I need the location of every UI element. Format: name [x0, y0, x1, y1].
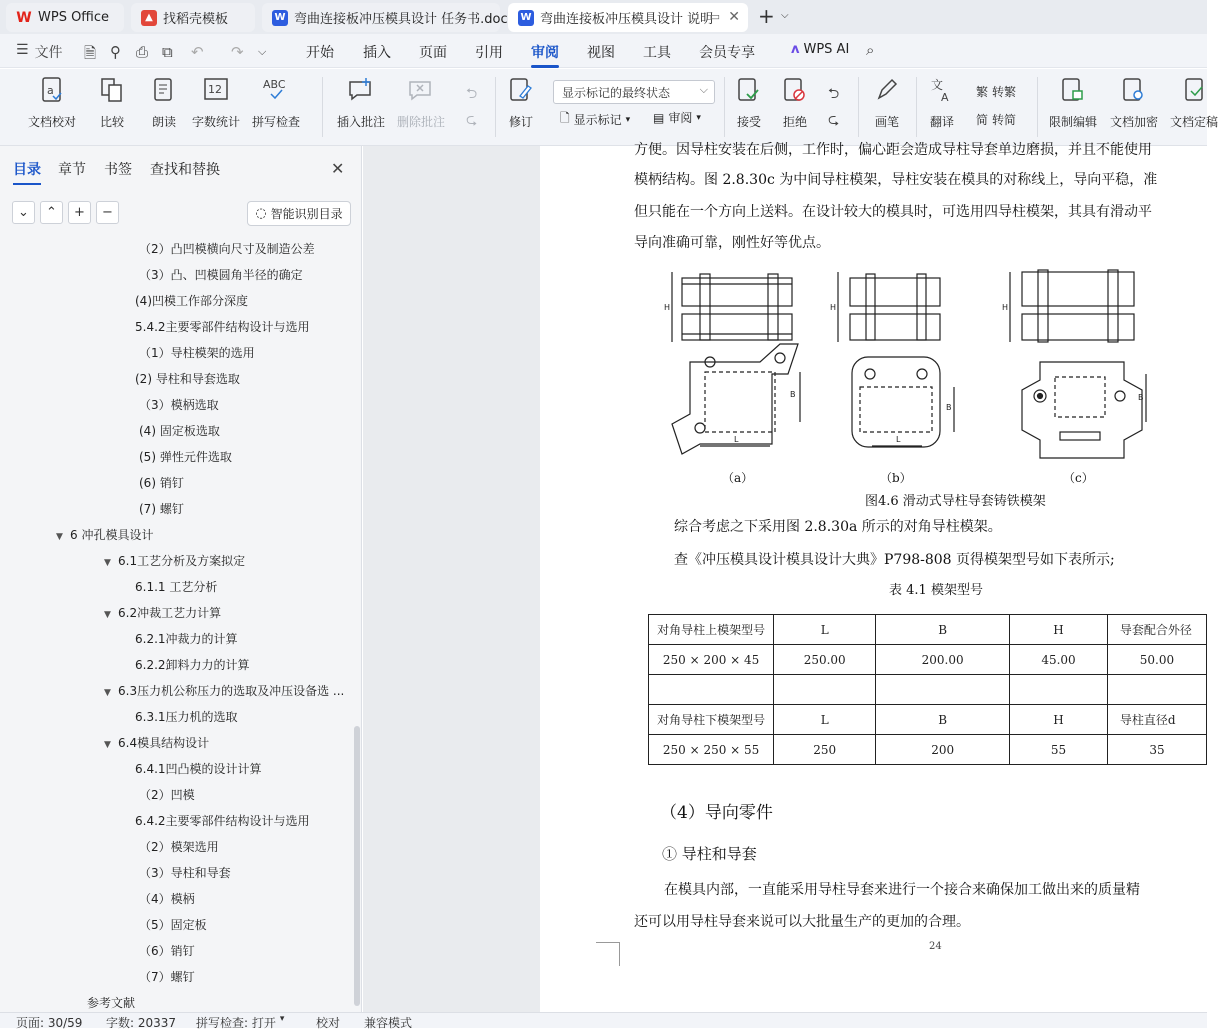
- table-cell: 55: [1010, 735, 1108, 765]
- toc-item-label: 6.2冲裁工艺力计算: [118, 606, 222, 620]
- tab-label: 弯曲连接板冲压模具设计 任务书.doc: [294, 12, 508, 27]
- label: 拒绝: [782, 115, 807, 129]
- ribbon-separator: [1037, 77, 1038, 137]
- table-cell: [1107, 675, 1206, 705]
- toc-item[interactable]: [135, 292, 248, 309]
- delete-comment-button[interactable]: [397, 75, 445, 130]
- comment-delete-icon: [407, 75, 435, 105]
- ribbon-separator: [322, 77, 323, 137]
- svg-text:B: B: [790, 390, 796, 399]
- toc-item-label: 6 冲孔模具设计: [70, 528, 154, 542]
- traditional-icon: 繁: [976, 85, 989, 99]
- body-text: 但只能在一个方向上送料。在设计较大的模具时，可选用四导柱模架，其具有滑动平: [634, 204, 1152, 220]
- label: 拼写检查: [252, 115, 301, 129]
- body-text: 方便。因导柱安装在后侧，工作时，偏心距会造成导柱导套单边磨损，并且不能使用: [634, 142, 1152, 158]
- wps-ai-button[interactable]: [791, 42, 849, 57]
- table-cell: 对角导柱上模架型号: [649, 615, 774, 645]
- tab-current-doc[interactable]: [508, 3, 748, 32]
- toc-item-label: (2) 导柱和导套选取: [135, 372, 240, 386]
- word-doc-icon: W: [272, 10, 288, 26]
- compat-mode-status: 兼容模式: [364, 1016, 413, 1030]
- restrict-editing-button[interactable]: [1049, 75, 1097, 130]
- menu-reference[interactable]: 引用: [475, 45, 503, 61]
- markup-icon: 🗋: [560, 111, 570, 125]
- toc-item[interactable]: [87, 994, 135, 1011]
- menu-member[interactable]: 会员专享: [699, 45, 755, 61]
- table-cell: 250.00: [774, 645, 876, 675]
- toc-item-label: （7）螺钉: [139, 970, 195, 984]
- table-cell: 对角导柱下模架型号: [649, 705, 774, 735]
- pen-icon: [874, 75, 900, 105]
- reject-button[interactable]: [782, 75, 808, 130]
- table-cell: L: [774, 615, 876, 645]
- spell-check-button[interactable]: [252, 75, 300, 130]
- section-heading: （4）导向零件: [660, 803, 773, 823]
- spell-check-icon: [261, 75, 291, 105]
- toc-item-label: （2）模架选用: [139, 840, 219, 854]
- tab-wps-office[interactable]: [6, 3, 124, 32]
- label: 拼写检查: 打开: [196, 1016, 276, 1030]
- table-row: [649, 615, 1207, 645]
- label: 修订: [508, 115, 533, 129]
- encrypt-icon: [1121, 75, 1147, 105]
- subsection-heading: ① 导柱和导套: [662, 845, 757, 863]
- translate-icon: [929, 75, 955, 105]
- label: 文档校对: [28, 115, 77, 129]
- page-indicator[interactable]: 页面: 30/59: [16, 1016, 83, 1030]
- chevron-down-icon[interactable]: ⌵: [781, 10, 789, 21]
- label: 文档定稿: [1170, 115, 1218, 129]
- svg-text:L: L: [896, 435, 901, 444]
- die-set-table: [648, 614, 1207, 765]
- table-cell: 35: [1107, 735, 1206, 765]
- table-cell: 50.00: [1107, 645, 1206, 675]
- page-corner-mark: [596, 942, 620, 966]
- label: 删除批注: [397, 115, 446, 129]
- toc-item-label: （2）凹模: [139, 788, 195, 802]
- chevron-down-icon[interactable]: ⌵: [258, 45, 267, 58]
- toc-item[interactable]: [135, 812, 310, 829]
- toc-item[interactable]: [139, 474, 184, 491]
- table-cell: 导柱直径d: [1107, 705, 1206, 735]
- chevron-down-icon: ⌄: [18, 205, 29, 220]
- menu-bar: [0, 34, 1207, 68]
- menu-view[interactable]: 视图: [587, 45, 615, 61]
- review-pane-button[interactable]: [653, 109, 701, 126]
- move-up-button[interactable]: [40, 201, 63, 224]
- word-doc-icon: W: [518, 10, 534, 26]
- tab-label: 弯曲连接板冲压模具设计 说明: [540, 12, 714, 27]
- proofread-button[interactable]: [28, 75, 76, 130]
- table-row: [649, 705, 1207, 735]
- show-markup-button[interactable]: [560, 109, 630, 130]
- tab-chapters[interactable]: 章节: [58, 162, 86, 178]
- menu-home[interactable]: 开始: [306, 45, 334, 61]
- translate-button[interactable]: [929, 75, 955, 130]
- read-aloud-button[interactable]: [151, 75, 177, 130]
- svg-text:H: H: [830, 303, 837, 312]
- table-cell: 200.00: [876, 645, 1010, 675]
- tab-find-replace[interactable]: 查找和替换: [150, 162, 220, 178]
- undo-icon[interactable]: ↶: [191, 43, 204, 61]
- chevron-down-icon: ▾: [696, 112, 701, 123]
- ribbon-separator: [916, 77, 917, 137]
- toc-item[interactable]: [139, 344, 255, 361]
- figure-caption: 图4.6 滑动式导柱导套铸铁模架: [865, 494, 1046, 509]
- ribbon-separator: [495, 77, 496, 137]
- body-text: 综合考虑之下采用图 2.8.30a 所示的对角导柱模架。: [674, 519, 1002, 535]
- close-icon[interactable]: ✕: [728, 9, 740, 25]
- lock-document-icon: [1060, 75, 1086, 105]
- toc-item[interactable]: [104, 682, 344, 699]
- compare-icon: [99, 75, 125, 105]
- svg-text:a: a: [47, 84, 54, 97]
- search-icon[interactable]: ⌕: [866, 41, 875, 59]
- print-icon[interactable]: ⎙: [136, 43, 149, 61]
- table-cell: 45.00: [1010, 645, 1108, 675]
- toc-item-label: （3）导柱和导套: [139, 866, 231, 880]
- body-text: 模柄结构。图 2.8.30c 为中间导柱模架，导柱安装在模具的对称线上，导向平稳，准: [634, 172, 1158, 188]
- previous-change-icon[interactable]: ⮌: [828, 86, 840, 102]
- table-row: [649, 675, 1207, 705]
- table-cell: 250: [774, 735, 876, 765]
- label: 接受: [736, 115, 761, 129]
- table-cell: [774, 675, 876, 705]
- toc-item[interactable]: [139, 916, 207, 933]
- accept-button[interactable]: [736, 75, 762, 130]
- finalize-icon: [1181, 75, 1207, 105]
- toc-item-label: （2）凸凹模横向尺寸及制造公差: [139, 242, 315, 256]
- label: 智能识别目录: [270, 207, 343, 221]
- table-cell: 导套配合外径: [1107, 615, 1206, 645]
- toc-item-label: （3）模柄选取: [139, 398, 219, 412]
- label: 转简: [992, 113, 1017, 127]
- new-tab-icon[interactable]: +: [758, 4, 775, 28]
- next-change-icon[interactable]: ⮎: [828, 112, 840, 128]
- navigation-panel: [0, 146, 362, 1012]
- body-text: 在模具内部，一直能采用导柱导套来进行一个接合来确保加工做出来的质量精: [664, 882, 1140, 898]
- figure-label-b: （b）: [880, 471, 912, 485]
- word-count-icon-text: 12: [208, 83, 222, 96]
- file-menu[interactable]: [16, 42, 63, 62]
- body-text: 查《冲压模具设计模具设计大典》P798-808 页得模架型号如下表所示;: [674, 552, 1115, 568]
- label: 显示标记: [573, 113, 622, 127]
- docer-icon: ▲: [141, 10, 157, 26]
- table-cell: B: [876, 705, 1010, 735]
- table-caption: 表 4.1 模架型号: [889, 583, 983, 598]
- table-cell: H: [1010, 615, 1108, 645]
- reject-icon: [782, 75, 808, 105]
- svg-text:A: A: [941, 91, 949, 104]
- toc-item-label: 6.2.1冲裁力的计算: [135, 632, 238, 646]
- hamburger-icon: ☰: [16, 42, 29, 58]
- proofread-status[interactable]: 校对: [316, 1016, 341, 1030]
- chevron-up-icon: ⌃: [46, 205, 57, 220]
- scrollbar[interactable]: [354, 726, 360, 1006]
- remove-heading-button[interactable]: [96, 201, 119, 224]
- svg-text:H: H: [664, 303, 671, 312]
- toc-item[interactable]: [139, 786, 195, 803]
- table-cell: 250 × 250 × 55: [649, 735, 774, 765]
- label: 文档加密: [1110, 115, 1159, 129]
- compare-button[interactable]: [99, 75, 125, 130]
- toc-item[interactable]: [139, 448, 232, 465]
- expand-arrow-icon[interactable]: ▼: [104, 558, 111, 568]
- window-icon[interactable]: ▭: [709, 10, 720, 23]
- toc-item[interactable]: [135, 708, 238, 725]
- wps-ai-label: WPS AI: [803, 42, 850, 57]
- body-text: 还可以用导柱导套来说可以大批量生产的更加的合理。: [634, 914, 970, 930]
- toc-item-label: （5）固定板: [139, 918, 207, 932]
- die-set-figure: [660, 262, 1165, 462]
- table-cell: B: [876, 615, 1010, 645]
- expand-arrow-icon[interactable]: ▼: [104, 688, 111, 698]
- ribbon-separator: [724, 77, 725, 137]
- menu-tools[interactable]: 工具: [643, 45, 671, 61]
- ai-icon: ᴧ: [791, 42, 800, 57]
- label: 插入批注: [337, 115, 386, 129]
- word-count-indicator[interactable]: 字数: 20337: [106, 1016, 177, 1030]
- toc-item[interactable]: [139, 500, 184, 517]
- menu-review[interactable]: 审阅: [531, 42, 559, 62]
- redo-icon[interactable]: ↷: [231, 43, 244, 61]
- toc-item-label: （1）导柱模架的选用: [139, 346, 255, 360]
- toc-item-label: （3）凸、凹模圆角半径的确定: [139, 268, 303, 282]
- label: 翻译: [929, 115, 954, 129]
- toc-item[interactable]: [139, 396, 219, 413]
- table-row: [649, 645, 1207, 675]
- toc-item[interactable]: [135, 578, 217, 595]
- finalize-document-button[interactable]: [1170, 75, 1218, 130]
- add-heading-button[interactable]: [68, 201, 91, 224]
- table-cell: [649, 675, 774, 705]
- ai-smart-icon: ◌: [255, 206, 267, 221]
- spell-check-status[interactable]: [196, 1014, 284, 1031]
- minus-icon: −: [102, 205, 113, 220]
- insert-comment-button[interactable]: [337, 75, 385, 130]
- label: 画笔: [874, 115, 899, 129]
- table-cell: [1010, 675, 1108, 705]
- close-icon[interactable]: ✕: [331, 159, 345, 178]
- tab-docer[interactable]: [131, 3, 255, 32]
- table-cell: H: [1010, 705, 1108, 735]
- document-check-icon: [39, 75, 65, 105]
- table-cell: L: [774, 705, 876, 735]
- label: 审阅: [668, 111, 693, 125]
- toc-item[interactable]: [135, 760, 262, 777]
- word-count-icon: [202, 75, 230, 105]
- page-number: 24: [929, 941, 942, 952]
- chevron-down-icon: ▾: [279, 1014, 285, 1024]
- toc-item[interactable]: [104, 552, 245, 569]
- previous-comment-icon[interactable]: ⮌: [466, 86, 478, 102]
- encrypt-document-button[interactable]: [1110, 75, 1158, 130]
- svg-text:文: 文: [931, 78, 944, 92]
- ribbon-separator: [858, 77, 859, 137]
- toc-item[interactable]: [139, 942, 195, 959]
- toc-item-label: (4) 固定板选取: [139, 424, 220, 438]
- toc-item-label: 6.1工艺分析及方案拟定: [118, 554, 246, 568]
- body-text: 导向准确可靠，刚性好等优点。: [634, 235, 830, 251]
- table-cell: [876, 675, 1010, 705]
- track-changes-icon: [508, 75, 534, 105]
- tab-bar: [0, 0, 1207, 34]
- svg-text:L: L: [734, 435, 739, 444]
- share-icon[interactable]: ⚲: [110, 43, 121, 61]
- print-preview-icon[interactable]: ⧉: [162, 43, 173, 61]
- toc-item[interactable]: [104, 604, 221, 621]
- toc-item-label: (7) 螺钉: [139, 502, 184, 516]
- toc-item-label: 6.1.1 工艺分析: [135, 580, 218, 594]
- review-pane-icon: ▤: [653, 110, 665, 125]
- accept-icon: [736, 75, 762, 105]
- toc-item-label: 6.4模具结构设计: [118, 736, 210, 750]
- expand-arrow-icon[interactable]: ▼: [56, 532, 63, 542]
- tab-label: 找稻壳模板: [163, 12, 229, 27]
- collapse-all-button[interactable]: [12, 201, 35, 224]
- toc-item[interactable]: [139, 838, 219, 855]
- toc-item-label: 6.3压力机公称压力的选取及冲压设备选 ...: [118, 684, 345, 698]
- toc-item-label: （4）模柄: [139, 892, 195, 906]
- to-traditional-button[interactable]: [976, 83, 1016, 100]
- pen-button[interactable]: [874, 75, 900, 130]
- chevron-down-icon: ▾: [625, 114, 631, 125]
- read-aloud-icon: [151, 75, 177, 105]
- expand-arrow-icon[interactable]: ▼: [104, 610, 111, 620]
- tab-label: WPS Office: [38, 10, 110, 25]
- markup-display-select[interactable]: 显示标记的最终状态 ⌵: [553, 80, 715, 104]
- toc-item[interactable]: [135, 318, 310, 335]
- toc-item[interactable]: [135, 656, 250, 673]
- toc-item-label: 6.4.1凹凸模的设计计算: [135, 762, 262, 776]
- tab-bookmarks[interactable]: 书签: [104, 162, 132, 178]
- file-label: 文件: [34, 45, 63, 61]
- figure-label-c: （c）: [1063, 471, 1094, 485]
- label: 限制编辑: [1049, 115, 1098, 129]
- menu-page[interactable]: 页面: [419, 45, 447, 61]
- toc-item[interactable]: [56, 526, 153, 543]
- table-row: [649, 735, 1207, 765]
- toc-item[interactable]: [139, 266, 303, 283]
- tab-task-doc[interactable]: [262, 3, 508, 32]
- track-changes-button[interactable]: [508, 75, 534, 130]
- menu-insert[interactable]: 插入: [363, 45, 391, 61]
- smart-toc-button[interactable]: [247, 201, 351, 226]
- label: 比较: [99, 115, 124, 129]
- toc-item-label: (4)凹模工作部分深度: [135, 294, 248, 308]
- svg-text:H: H: [1002, 303, 1009, 312]
- word-count-button[interactable]: [192, 75, 240, 130]
- label: 字数统计: [192, 115, 241, 129]
- figure-label-a: （a）: [722, 471, 754, 485]
- label: 朗读: [151, 115, 176, 129]
- svg-text:B: B: [1138, 393, 1144, 402]
- toc-item-label: 5.4.2主要零部件结构设计与选用: [135, 320, 310, 334]
- simplified-icon: 简: [976, 113, 989, 127]
- comment-add-icon: [347, 75, 375, 105]
- spell-check-icon-text: ABC: [263, 78, 286, 91]
- table-cell: 250 × 200 × 45: [649, 645, 774, 675]
- toc-item[interactable]: [135, 370, 240, 387]
- toc-item[interactable]: [139, 890, 195, 907]
- toc-item[interactable]: [139, 422, 220, 439]
- toc-item[interactable]: [104, 734, 209, 751]
- tab-toc[interactable]: 目录: [13, 159, 41, 179]
- toc-item-label: （6）销钉: [139, 944, 195, 958]
- toc-item-label: 6.2.2卸料力力的计算: [135, 658, 250, 672]
- svg-text:B: B: [946, 403, 952, 412]
- plus-icon: +: [74, 205, 85, 220]
- toc-item[interactable]: [139, 968, 195, 985]
- label: 转繁: [992, 85, 1017, 99]
- table-cell: 200: [876, 735, 1010, 765]
- status-bar: [0, 1012, 1207, 1028]
- toc-item-label: (5) 弹性元件选取: [139, 450, 232, 464]
- next-comment-icon[interactable]: ⮎: [466, 112, 478, 128]
- save-icon[interactable]: 🗎: [84, 44, 97, 62]
- toc-item[interactable]: [139, 240, 315, 257]
- to-simplified-button[interactable]: [976, 111, 1016, 128]
- toc-item-label: (6) 销钉: [139, 476, 184, 490]
- expand-arrow-icon[interactable]: ▼: [104, 740, 111, 750]
- toc-item[interactable]: [135, 630, 238, 647]
- toc-item-label: 参考文献: [87, 996, 136, 1010]
- toc-item-label: 6.4.2主要零部件结构设计与选用: [135, 814, 310, 828]
- toc-item-label: 6.3.1压力机的选取: [135, 710, 238, 724]
- toc-item[interactable]: [139, 864, 231, 881]
- wps-logo-icon: W: [16, 9, 32, 26]
